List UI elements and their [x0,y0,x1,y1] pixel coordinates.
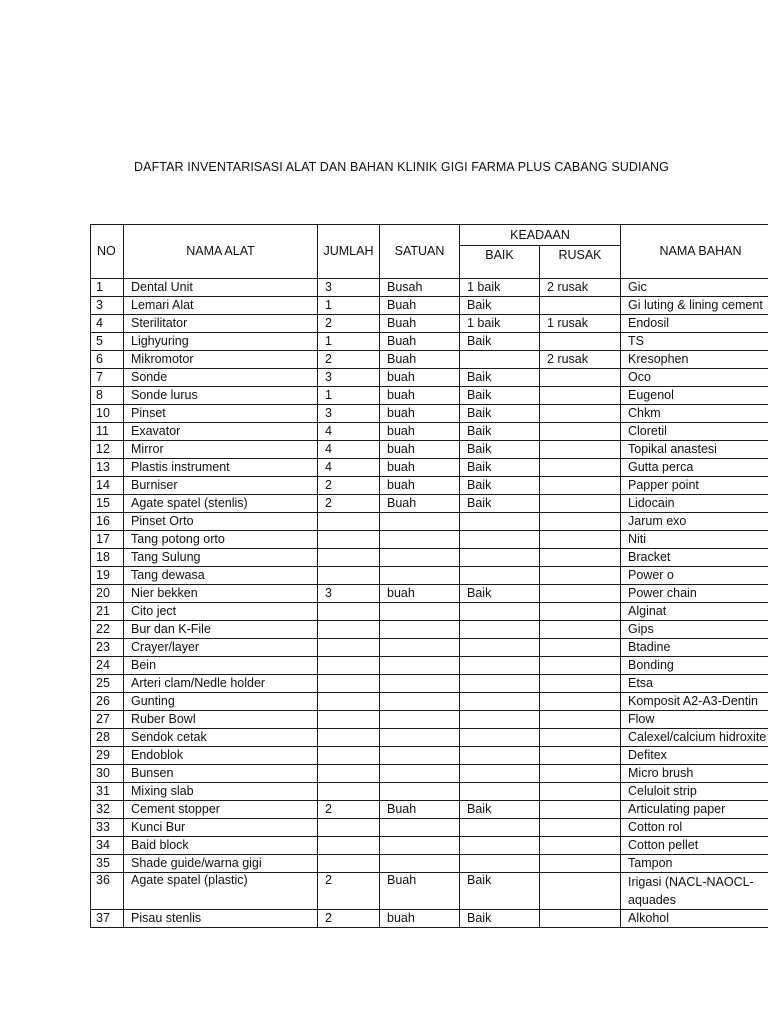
cell-satuan: Buah [380,495,460,513]
cell-satuan [380,549,460,567]
cell-nama-alat: Arteri clam/Nedle holder [124,675,318,693]
cell-satuan [380,837,460,855]
cell-nama-alat: Lemari Alat [124,297,318,315]
cell-nama-bahan: Irigasi (NACL-NAOCL-aquades [621,873,768,910]
cell-baik [460,621,540,639]
table-row [91,387,768,405]
cell-nama-alat: Mixing slab [124,783,318,801]
cell-baik [460,639,540,657]
cell-no: 22 [91,621,124,639]
cell-baik: 1 baik [460,315,540,333]
cell-nama-bahan: Gips [621,621,768,639]
table-row [91,639,768,657]
cell-no: 4 [91,315,124,333]
cell-no: 10 [91,405,124,423]
cell-baik [460,351,540,369]
cell-baik [460,603,540,621]
cell-nama-alat: Pinset Orto [124,513,318,531]
cell-nama-alat: Tang Sulung [124,549,318,567]
table-row [91,351,768,369]
cell-rusak [540,693,621,711]
cell-satuan [380,513,460,531]
cell-nama-bahan: Articulating paper [621,801,768,819]
cell-rusak [540,675,621,693]
cell-rusak [540,297,621,315]
cell-rusak [540,711,621,729]
table-row [91,747,768,765]
table-row [91,441,768,459]
table-row [91,495,768,513]
cell-baik: Baik [460,405,540,423]
table-row [91,910,768,928]
cell-satuan: Buah [380,333,460,351]
table-row [91,513,768,531]
cell-nama-bahan: Chkm [621,405,768,423]
cell-satuan: Busah [380,279,460,297]
table-row [91,657,768,675]
table-row [91,693,768,711]
cell-satuan [380,729,460,747]
cell-jumlah: 3 [318,585,380,603]
cell-satuan [380,603,460,621]
cell-nama-bahan: Defitex [621,747,768,765]
cell-baik: Baik [460,387,540,405]
cell-nama-alat: Tang dewasa [124,567,318,585]
cell-no: 13 [91,459,124,477]
cell-no: 14 [91,477,124,495]
cell-rusak [540,369,621,387]
table-body [91,279,768,928]
cell-no: 35 [91,855,124,873]
cell-nama-alat: Bunsen [124,765,318,783]
cell-satuan: buah [380,369,460,387]
cell-rusak [540,531,621,549]
cell-rusak [540,513,621,531]
cell-nama-bahan: Alginat [621,603,768,621]
cell-nama-bahan: Jarum exo [621,513,768,531]
cell-nama-alat: Bur dan K-File [124,621,318,639]
table-row [91,333,768,351]
cell-no: 16 [91,513,124,531]
cell-jumlah [318,765,380,783]
cell-nama-bahan: Cotton pellet [621,837,768,855]
cell-baik: Baik [460,801,540,819]
cell-nama-bahan: Niti [621,531,768,549]
cell-jumlah [318,639,380,657]
cell-nama-bahan: Alkohol [621,910,768,928]
cell-no: 31 [91,783,124,801]
cell-nama-bahan: Etsa [621,675,768,693]
cell-baik [460,567,540,585]
header-nama-bahan: NAMA BAHAN [621,225,768,279]
cell-jumlah [318,621,380,639]
cell-satuan: buah [380,477,460,495]
cell-satuan: buah [380,585,460,603]
cell-no: 34 [91,837,124,855]
cell-jumlah [318,837,380,855]
cell-jumlah: 1 [318,333,380,351]
cell-jumlah: 2 [318,315,380,333]
cell-no: 33 [91,819,124,837]
cell-jumlah: 2 [318,801,380,819]
header-rusak: RUSAK [540,246,621,279]
cell-rusak [540,837,621,855]
cell-nama-bahan: Bonding [621,657,768,675]
document-title: DAFTAR INVENTARISASI ALAT DAN BAHAN KLINIK GIGI FARMA PLUS CABANG SUDIANG [134,160,669,174]
cell-nama-alat: Mirror [124,441,318,459]
cell-baik [460,855,540,873]
cell-jumlah [318,729,380,747]
cell-nama-alat: Exavator [124,423,318,441]
cell-baik [460,837,540,855]
cell-satuan: buah [380,910,460,928]
cell-nama-alat: Pinset [124,405,318,423]
header-jumlah: JUMLAH [318,225,380,279]
table-row [91,279,768,297]
cell-no: 29 [91,747,124,765]
table-row [91,567,768,585]
cell-no: 19 [91,567,124,585]
cell-baik [460,657,540,675]
cell-nama-bahan: Topikal anastesi [621,441,768,459]
header-nama-alat: NAMA ALAT [124,225,318,279]
cell-satuan [380,567,460,585]
table-row [91,603,768,621]
cell-satuan: Buah [380,873,460,910]
cell-nama-alat: Kunci Bur [124,819,318,837]
cell-baik: Baik [460,477,540,495]
cell-no: 7 [91,369,124,387]
cell-satuan: buah [380,423,460,441]
cell-nama-bahan: Gutta perca [621,459,768,477]
cell-nama-alat: Agate spatel (stenlis) [124,495,318,513]
table-row [91,783,768,801]
cell-rusak [540,567,621,585]
table-row [91,819,768,837]
header-satuan: SATUAN [380,225,460,279]
cell-no: 20 [91,585,124,603]
cell-nama-bahan: Calexel/calcium hidroxite [621,729,768,747]
cell-rusak [540,855,621,873]
table-row [91,765,768,783]
table-row [91,675,768,693]
cell-nama-alat: Sonde [124,369,318,387]
cell-rusak [540,873,621,910]
cell-nama-alat: Burniser [124,477,318,495]
cell-rusak [540,333,621,351]
table-row [91,531,768,549]
cell-no: 26 [91,693,124,711]
table-row [91,297,768,315]
cell-jumlah: 4 [318,423,380,441]
cell-satuan [380,819,460,837]
cell-satuan: Buah [380,351,460,369]
cell-nama-alat: Sendok cetak [124,729,318,747]
cell-nama-bahan: Lidocain [621,495,768,513]
cell-baik: Baik [460,333,540,351]
cell-satuan [380,855,460,873]
cell-satuan: buah [380,441,460,459]
cell-jumlah [318,549,380,567]
cell-nama-alat: Sterilitator [124,315,318,333]
cell-rusak [540,729,621,747]
cell-nama-bahan: Komposit A2-A3-Dentin [621,693,768,711]
cell-no: 18 [91,549,124,567]
cell-rusak [540,783,621,801]
table-row [91,873,768,910]
cell-no: 30 [91,765,124,783]
cell-jumlah [318,675,380,693]
cell-jumlah: 1 [318,387,380,405]
table-row [91,729,768,747]
cell-baik: Baik [460,585,540,603]
cell-nama-bahan: Btadine [621,639,768,657]
table-row [91,477,768,495]
cell-jumlah [318,693,380,711]
cell-satuan [380,747,460,765]
cell-nama-bahan: Cloretil [621,423,768,441]
cell-baik: Baik [460,873,540,910]
cell-nama-alat: Lighyuring [124,333,318,351]
cell-nama-bahan: Endosil [621,315,768,333]
table-row [91,405,768,423]
cell-nama-alat: Pisau stenlis [124,910,318,928]
cell-nama-bahan: Flow [621,711,768,729]
cell-satuan: buah [380,387,460,405]
cell-nama-bahan: Gi luting & lining cement [621,297,768,315]
cell-no: 8 [91,387,124,405]
cell-nama-alat: Tang potong orto [124,531,318,549]
cell-no: 17 [91,531,124,549]
table-row [91,711,768,729]
cell-rusak [540,549,621,567]
cell-nama-bahan: Papper point [621,477,768,495]
table-row [91,621,768,639]
cell-rusak: 1 rusak [540,315,621,333]
cell-nama-bahan: Power chain [621,585,768,603]
cell-nama-bahan: Gic [621,279,768,297]
cell-satuan [380,711,460,729]
cell-baik [460,729,540,747]
table-row [91,549,768,567]
cell-baik: Baik [460,910,540,928]
cell-nama-bahan: Eugenol [621,387,768,405]
cell-rusak [540,765,621,783]
table-row [91,459,768,477]
cell-nama-bahan: Tampon [621,855,768,873]
cell-jumlah [318,819,380,837]
cell-baik [460,765,540,783]
cell-rusak [540,657,621,675]
cell-satuan: buah [380,405,460,423]
cell-jumlah: 2 [318,910,380,928]
cell-satuan: Buah [380,297,460,315]
cell-satuan [380,621,460,639]
cell-satuan: buah [380,459,460,477]
cell-satuan [380,639,460,657]
cell-rusak [540,585,621,603]
cell-nama-bahan: Bracket [621,549,768,567]
cell-nama-bahan: TS [621,333,768,351]
table-row [91,837,768,855]
cell-rusak [540,441,621,459]
header-baik: BAIK [460,246,540,279]
cell-jumlah [318,513,380,531]
cell-jumlah: 2 [318,873,380,910]
cell-satuan: Buah [380,801,460,819]
cell-jumlah: 2 [318,477,380,495]
cell-baik [460,783,540,801]
header-keadaan: KEADAAN [460,225,621,246]
cell-rusak [540,459,621,477]
cell-nama-bahan: Power o [621,567,768,585]
cell-baik [460,513,540,531]
cell-nama-alat: Ruber Bowl [124,711,318,729]
cell-nama-alat: Bein [124,657,318,675]
cell-rusak [540,621,621,639]
cell-rusak [540,819,621,837]
cell-jumlah [318,783,380,801]
cell-nama-alat: Gunting [124,693,318,711]
cell-satuan [380,693,460,711]
cell-nama-alat: Cement stopper [124,801,318,819]
cell-satuan [380,657,460,675]
cell-no: 6 [91,351,124,369]
cell-jumlah: 3 [318,279,380,297]
cell-baik: 1 baik [460,279,540,297]
cell-jumlah: 2 [318,351,380,369]
cell-rusak [540,477,621,495]
cell-nama-bahan: Cotton rol [621,819,768,837]
cell-satuan [380,783,460,801]
cell-no: 15 [91,495,124,513]
cell-baik [460,819,540,837]
table-row [91,855,768,873]
cell-nama-alat: Shade guide/warna gigi [124,855,318,873]
cell-no: 3 [91,297,124,315]
cell-no: 37 [91,910,124,928]
cell-no: 24 [91,657,124,675]
cell-baik [460,711,540,729]
cell-baik [460,531,540,549]
cell-satuan: Buah [380,315,460,333]
cell-baik: Baik [460,297,540,315]
cell-nama-alat: Dental Unit [124,279,318,297]
cell-no: 11 [91,423,124,441]
cell-jumlah [318,747,380,765]
cell-baik [460,549,540,567]
cell-no: 21 [91,603,124,621]
cell-nama-alat: Plastis instrument [124,459,318,477]
cell-no: 12 [91,441,124,459]
cell-nama-bahan: Oco [621,369,768,387]
cell-rusak [540,423,621,441]
cell-no: 23 [91,639,124,657]
cell-nama-alat: Nier bekken [124,585,318,603]
cell-nama-alat: Cito ject [124,603,318,621]
cell-satuan [380,765,460,783]
cell-baik [460,675,540,693]
cell-no: 36 [91,873,124,910]
cell-no: 1 [91,279,124,297]
table-row [91,369,768,387]
cell-jumlah [318,711,380,729]
cell-baik: Baik [460,423,540,441]
cell-rusak [540,495,621,513]
cell-nama-bahan: Micro brush [621,765,768,783]
cell-jumlah [318,855,380,873]
table-row [91,423,768,441]
cell-rusak [540,747,621,765]
cell-rusak [540,603,621,621]
cell-rusak [540,801,621,819]
cell-jumlah: 3 [318,369,380,387]
cell-baik: Baik [460,459,540,477]
cell-baik: Baik [460,441,540,459]
cell-rusak: 2 rusak [540,279,621,297]
cell-no: 27 [91,711,124,729]
cell-satuan [380,531,460,549]
cell-rusak [540,405,621,423]
cell-jumlah [318,657,380,675]
cell-nama-alat: Endoblok [124,747,318,765]
cell-baik [460,747,540,765]
cell-satuan [380,675,460,693]
cell-jumlah: 2 [318,495,380,513]
inventory-table [90,224,768,928]
cell-no: 25 [91,675,124,693]
cell-rusak [540,639,621,657]
cell-no: 5 [91,333,124,351]
cell-nama-alat: Baid block [124,837,318,855]
cell-jumlah [318,567,380,585]
cell-rusak [540,910,621,928]
cell-jumlah [318,603,380,621]
header-no: NO [91,225,124,279]
cell-jumlah: 3 [318,405,380,423]
cell-jumlah [318,531,380,549]
cell-nama-alat: Mikromotor [124,351,318,369]
cell-baik: Baik [460,495,540,513]
cell-nama-bahan: Celuloit strip [621,783,768,801]
cell-jumlah: 1 [318,297,380,315]
cell-nama-bahan: Kresophen [621,351,768,369]
cell-nama-alat: Sonde lurus [124,387,318,405]
cell-nama-alat: Agate spatel (plastic) [124,873,318,910]
cell-nama-alat: Crayer/layer [124,639,318,657]
cell-no: 28 [91,729,124,747]
table-row [91,801,768,819]
table-row [91,315,768,333]
cell-rusak [540,387,621,405]
cell-baik: Baik [460,369,540,387]
cell-jumlah: 4 [318,441,380,459]
cell-no: 32 [91,801,124,819]
cell-baik [460,693,540,711]
table-row [91,585,768,603]
cell-jumlah: 4 [318,459,380,477]
cell-rusak: 2 rusak [540,351,621,369]
